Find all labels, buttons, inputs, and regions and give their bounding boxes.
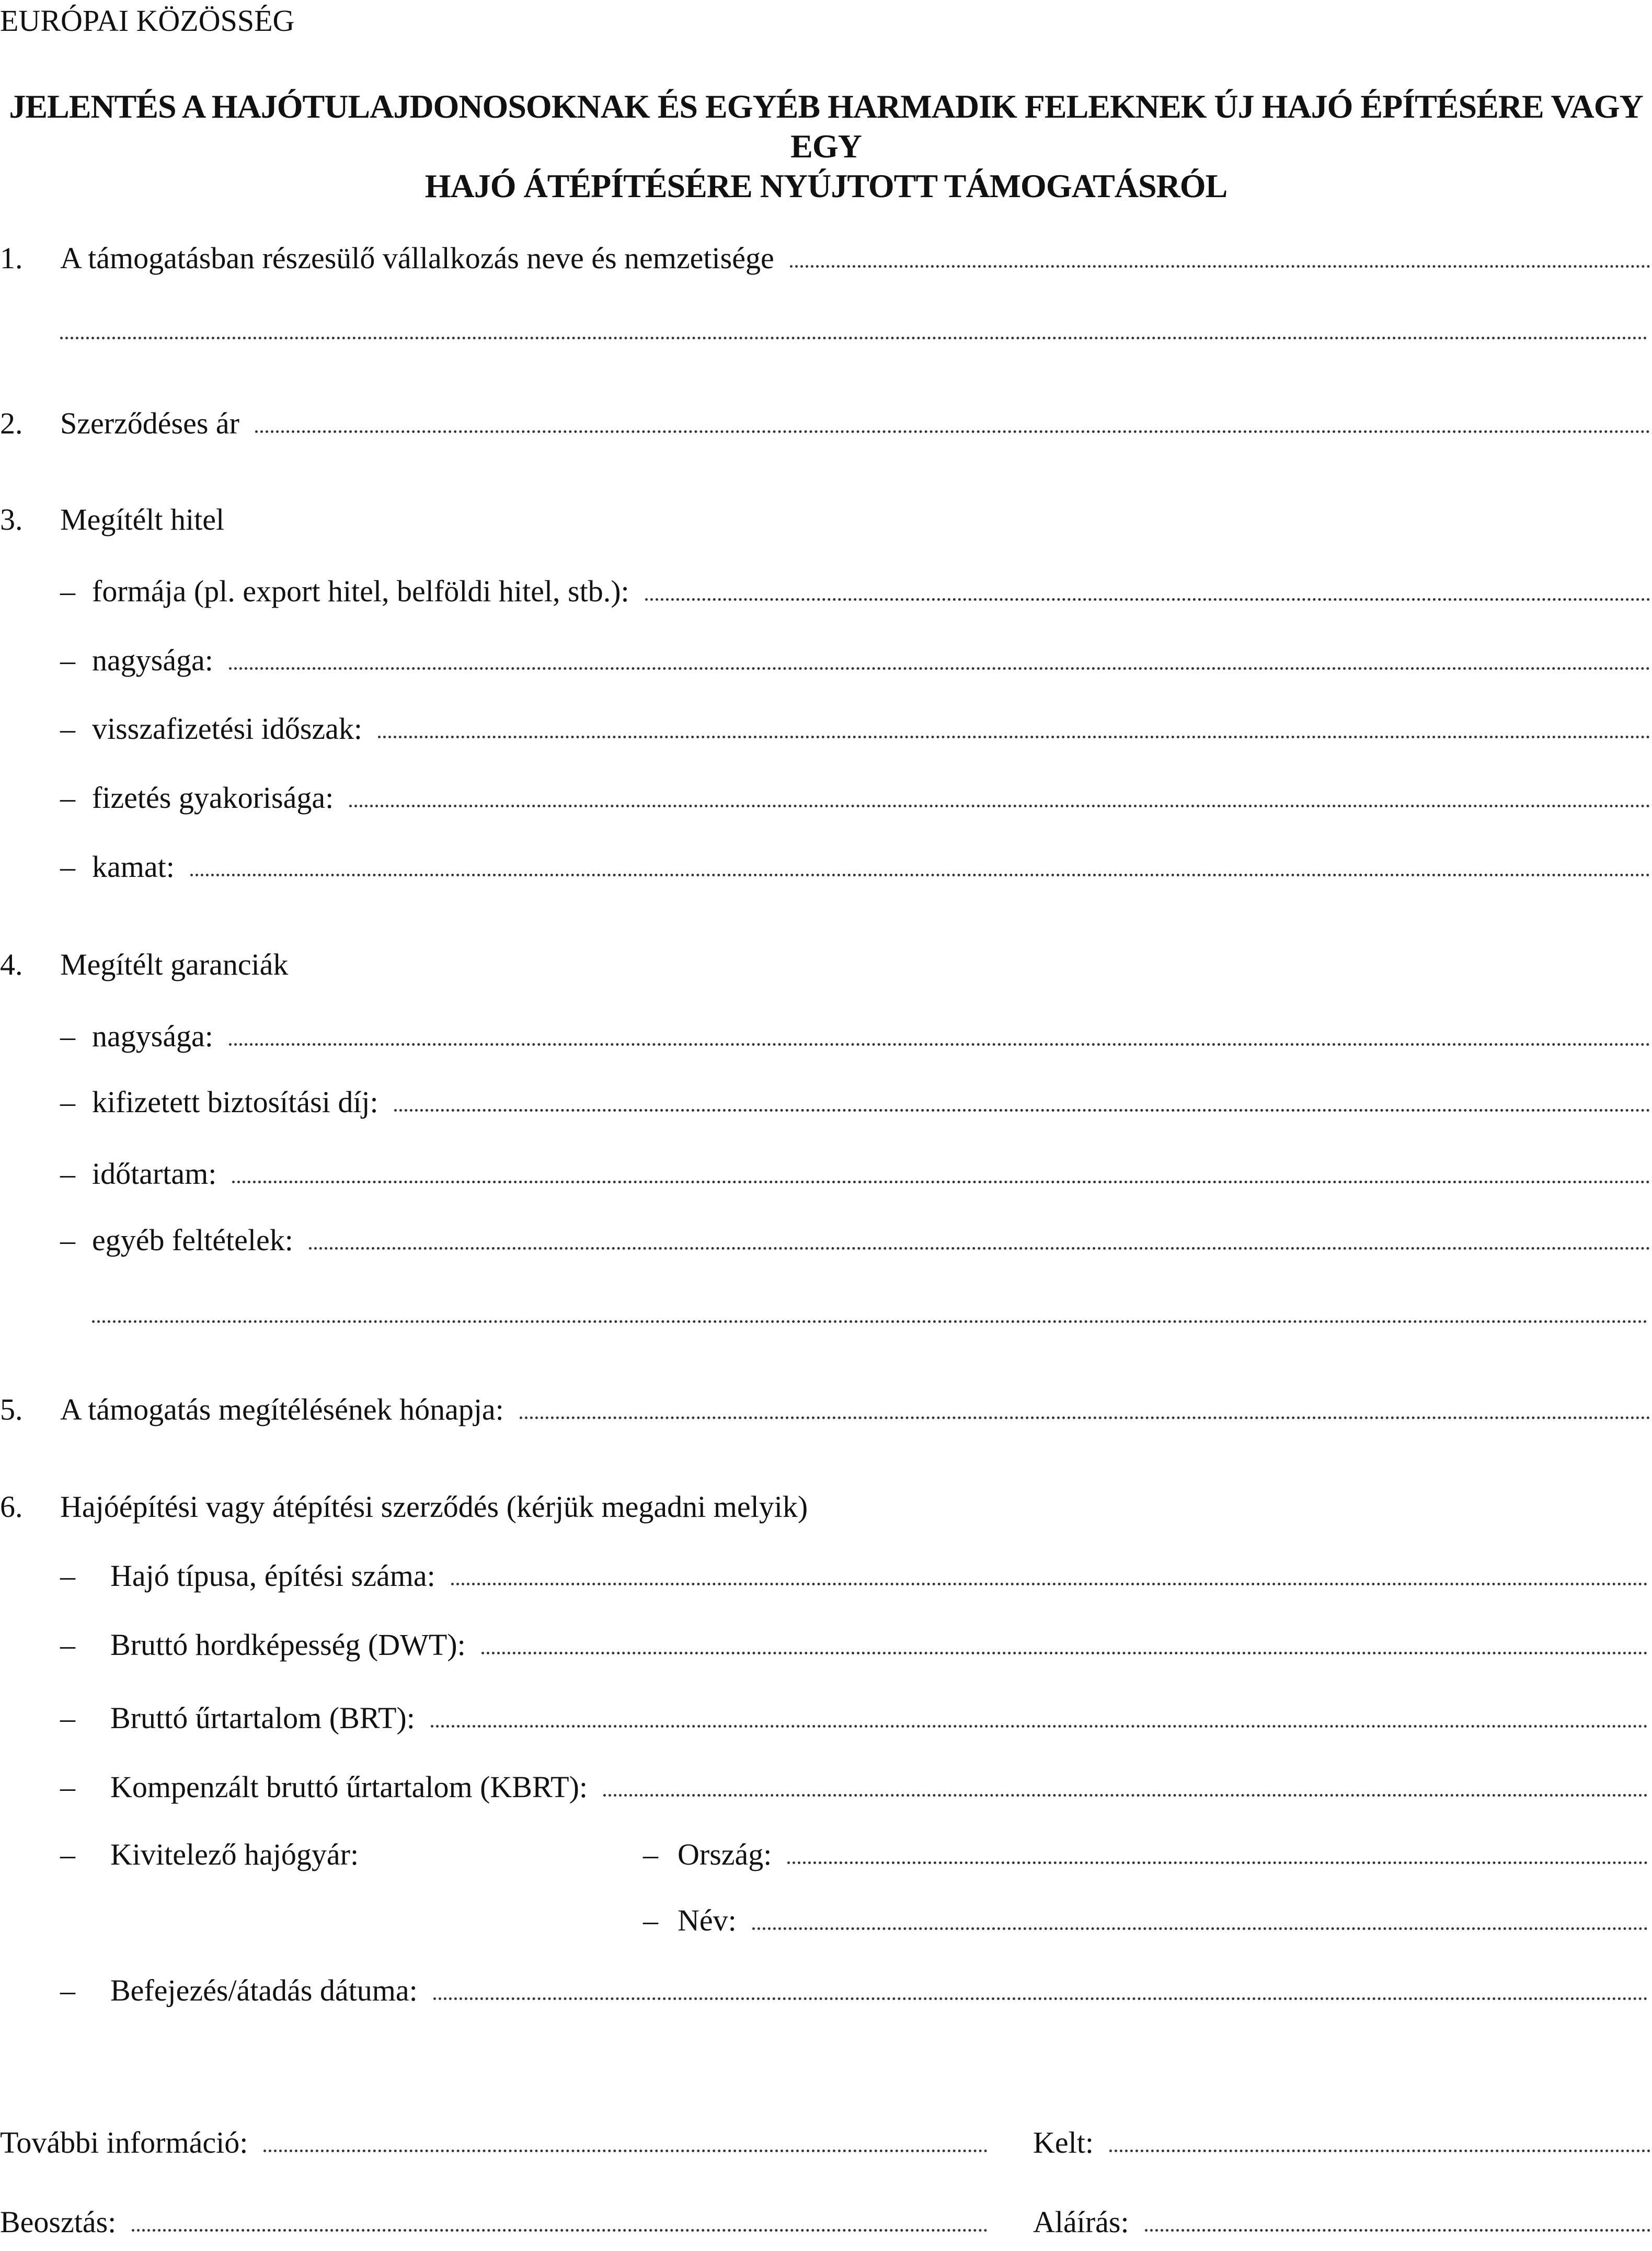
fill-line[interactable] bbox=[232, 1181, 1650, 1183]
header-text: EURÓPAI KÖZÖSSÉG bbox=[0, 4, 295, 38]
dash: – bbox=[60, 1837, 75, 1871]
dash: – bbox=[60, 712, 75, 746]
field-label: kamat: bbox=[92, 850, 175, 884]
field-label: A támogatásban részesülő vállalkozás neve és nemzetisége bbox=[60, 241, 774, 275]
field-label: Befejezés/átadás dátuma: bbox=[110, 1973, 418, 2007]
fill-line[interactable] bbox=[229, 667, 1650, 670]
field-label: Beosztás: bbox=[0, 2205, 117, 2239]
field-label: időtartam: bbox=[92, 1157, 217, 1191]
fill-line[interactable] bbox=[378, 736, 1650, 738]
field-label: Bruttó hordképesség (DWT): bbox=[110, 1628, 466, 1662]
fill-line[interactable] bbox=[255, 430, 1650, 433]
dash: – bbox=[60, 1973, 75, 2007]
dash: – bbox=[60, 1628, 75, 1662]
field-credit-form[interactable] bbox=[60, 570, 1650, 612]
section-number: 5. bbox=[0, 1392, 23, 1426]
field-label: Ország: bbox=[678, 1837, 772, 1871]
field-label: egyéb feltételek: bbox=[92, 1223, 293, 1257]
field-label: Kelt: bbox=[1033, 2126, 1094, 2159]
dash: – bbox=[60, 850, 75, 884]
dash: – bbox=[60, 1223, 75, 1257]
field-guarantee-amount[interactable] bbox=[60, 1015, 1650, 1057]
field-delivery-date[interactable] bbox=[60, 1970, 1648, 2012]
dash: – bbox=[643, 1903, 658, 1937]
field-payment-frequency[interactable] bbox=[60, 777, 1650, 819]
field-grant-month[interactable] bbox=[0, 1389, 1650, 1431]
field-other-conditions-cont[interactable] bbox=[92, 1293, 1648, 1334]
field-position[interactable] bbox=[0, 2201, 988, 2243]
field-company-name-cont[interactable] bbox=[60, 309, 1648, 351]
section-number: 3. bbox=[0, 502, 23, 536]
fill-line[interactable] bbox=[1145, 2229, 1650, 2232]
field-label: Név: bbox=[678, 1903, 737, 1937]
field-label: Kompenzált bruttó űrtartalom (KBRT): bbox=[110, 1770, 588, 1804]
field-label: visszafizetési időszak: bbox=[92, 712, 362, 746]
field-kbrt[interactable] bbox=[60, 1766, 1648, 1808]
field-interest[interactable] bbox=[60, 846, 1650, 888]
field-shipyard-country[interactable] bbox=[643, 1834, 1648, 1876]
field-repayment-period[interactable] bbox=[60, 708, 1650, 750]
field-credit-amount[interactable] bbox=[60, 639, 1650, 681]
fill-line[interactable] bbox=[394, 1109, 1650, 1112]
fill-line[interactable] bbox=[433, 1997, 1648, 2000]
dash: – bbox=[643, 1837, 658, 1871]
dash: – bbox=[60, 781, 75, 815]
field-label: fizetés gyakorisága: bbox=[92, 781, 334, 815]
fill-line[interactable] bbox=[752, 1927, 1648, 1930]
field-insurance-fee[interactable] bbox=[60, 1081, 1650, 1123]
field-further-info[interactable] bbox=[0, 2122, 988, 2164]
field-contract-price[interactable] bbox=[0, 403, 1650, 444]
field-duration[interactable] bbox=[60, 1153, 1650, 1195]
header bbox=[0, 0, 294, 42]
dash: – bbox=[60, 1770, 75, 1804]
dash: – bbox=[60, 1085, 75, 1119]
fill-line[interactable] bbox=[92, 1320, 1648, 1323]
fill-line[interactable] bbox=[229, 1043, 1650, 1046]
title bbox=[0, 87, 1652, 206]
field-dwt[interactable] bbox=[60, 1624, 1648, 1666]
section-heading: Megítélt hitel bbox=[60, 502, 225, 536]
field-label: formája (pl. export hitel, belföldi hitel, stb.): bbox=[92, 574, 629, 608]
section-credit bbox=[0, 499, 225, 541]
fill-line[interactable] bbox=[787, 1861, 1648, 1864]
field-company-name[interactable] bbox=[0, 237, 1650, 279]
fill-line[interactable] bbox=[603, 1794, 1648, 1797]
field-other-conditions[interactable] bbox=[60, 1219, 1650, 1261]
fill-line[interactable] bbox=[60, 337, 1648, 339]
fill-line[interactable] bbox=[190, 874, 1650, 876]
dash: – bbox=[60, 1701, 75, 1735]
field-shipyard-name[interactable] bbox=[643, 1900, 1648, 1941]
fill-line[interactable] bbox=[309, 1247, 1650, 1250]
fill-line[interactable] bbox=[790, 265, 1650, 268]
fill-line[interactable] bbox=[431, 1725, 1648, 1728]
dash: – bbox=[60, 1157, 75, 1191]
dash: – bbox=[60, 1559, 75, 1593]
fill-line[interactable] bbox=[263, 2150, 988, 2152]
field-brt[interactable] bbox=[60, 1697, 1648, 1739]
field-shipyard bbox=[60, 1834, 359, 1876]
section-number: 4. bbox=[0, 947, 23, 981]
fill-line[interactable] bbox=[451, 1583, 1648, 1585]
fill-line[interactable] bbox=[520, 1416, 1650, 1419]
section-heading: Megítélt garanciák bbox=[60, 947, 289, 981]
fill-line[interactable] bbox=[349, 805, 1650, 807]
field-label: nagysága: bbox=[92, 1019, 213, 1053]
dash: – bbox=[60, 574, 75, 608]
fill-line[interactable] bbox=[132, 2229, 988, 2232]
field-label: Kivitelező hajógyár: bbox=[110, 1837, 359, 1871]
field-label: Szerződéses ár bbox=[60, 406, 239, 440]
section-heading: Hajóépítési vagy átépítési szerződés (kérjük megadni melyik) bbox=[60, 1490, 808, 1524]
title-line-2: HAJÓ ÁTÉPÍTÉSÉRE NYÚJTOTT TÁMOGATÁSRÓL bbox=[425, 167, 1227, 204]
field-date[interactable] bbox=[1033, 2122, 1650, 2164]
field-label: További információ: bbox=[0, 2126, 248, 2159]
field-label: Hajó típusa, építési száma: bbox=[110, 1559, 435, 1593]
dash: – bbox=[60, 643, 75, 677]
fill-line[interactable] bbox=[645, 598, 1650, 601]
section-contract bbox=[0, 1486, 808, 1528]
section-number: 2. bbox=[0, 406, 23, 440]
section-number: 6. bbox=[0, 1490, 23, 1524]
dash: – bbox=[60, 1019, 75, 1053]
fill-line[interactable] bbox=[1109, 2150, 1650, 2152]
title-line-1: JELENTÉS A HAJÓTULAJDONOSOKNAK ÉS EGYÉB HARMADIK FELEKNEK ÚJ HAJÓ ÉPÍTÉSÉRE VAGY EGY bbox=[9, 88, 1643, 165]
field-label: kifizetett biztosítási díj: bbox=[92, 1085, 378, 1119]
field-ship-type[interactable] bbox=[60, 1555, 1648, 1597]
field-label: nagysága: bbox=[92, 643, 213, 677]
field-signature[interactable] bbox=[1033, 2201, 1650, 2243]
section-number: 1. bbox=[0, 241, 23, 275]
fill-line[interactable] bbox=[481, 1652, 1648, 1654]
section-guarantees bbox=[0, 944, 289, 986]
field-label: Aláírás: bbox=[1033, 2205, 1129, 2239]
field-label: Bruttó űrtartalom (BRT): bbox=[110, 1701, 415, 1735]
field-label: A támogatás megítélésének hónapja: bbox=[60, 1392, 504, 1426]
